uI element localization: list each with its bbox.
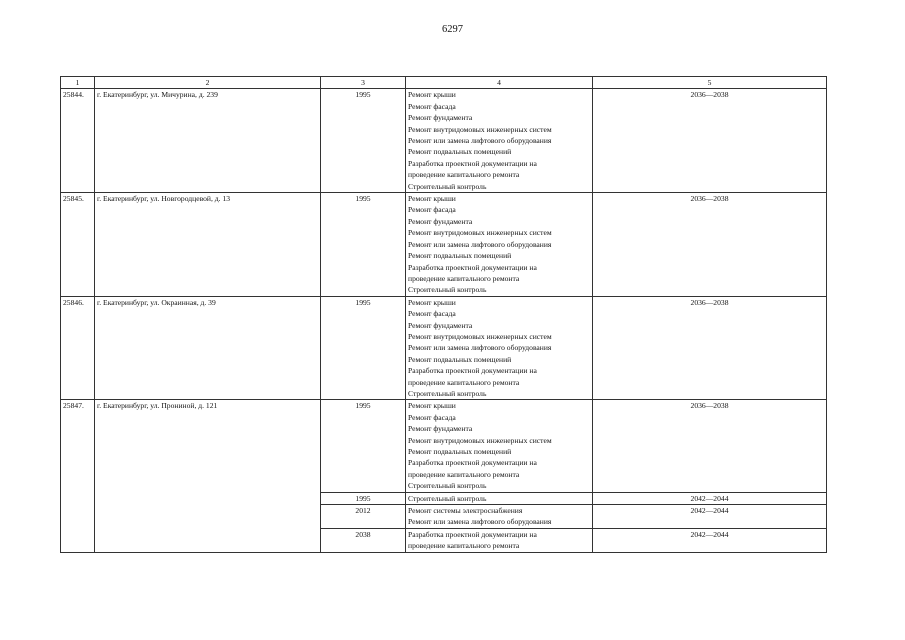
- planned-period: 2036—2038: [593, 296, 827, 400]
- work-item: проведение капитального ремонта: [408, 170, 520, 180]
- table-row: [61, 296, 827, 400]
- record-address: г. Екатеринбург, ул. Мичурина, д. 239: [95, 89, 321, 193]
- record-address: г. Екатеринбург, ул. Прониной, д. 121: [95, 400, 321, 552]
- work-item: Разработка проектной документации на: [408, 458, 537, 468]
- work-item: Ремонт или замена лифтового оборудования: [408, 136, 552, 146]
- record-number: 25845.: [61, 193, 95, 297]
- work-item: Ремонт подвальных помещений: [408, 354, 512, 364]
- column-header-1: 1: [61, 77, 95, 89]
- work-item: Ремонт системы электроснабжения: [408, 506, 523, 516]
- works-list: [406, 89, 593, 193]
- commissioning-year: 1995: [321, 296, 406, 400]
- work-item: Ремонт подвальных помещений: [408, 251, 512, 261]
- work-item: Ремонт подвальных помещений: [408, 147, 512, 157]
- column-header-4: 4: [406, 77, 593, 89]
- table-row: [61, 400, 827, 492]
- work-item: Строительный контроль: [408, 493, 487, 503]
- planned-period: 2036—2038: [593, 193, 827, 297]
- work-item: Ремонт фасада: [408, 309, 456, 319]
- record-address: г. Екатеринбург, ул. Окраинная, д. 39: [95, 296, 321, 400]
- work-item: Ремонт или замена лифтового оборудования: [408, 343, 552, 353]
- works-list: [406, 193, 593, 297]
- work-item: проведение капитального ремонта: [408, 377, 520, 387]
- work-item: Строительный контроль: [408, 285, 487, 295]
- commissioning-year: 1995: [321, 400, 406, 492]
- column-header-3: 3: [321, 77, 406, 89]
- works-list: [406, 492, 593, 504]
- work-item: Разработка проектной документации на: [408, 529, 537, 539]
- work-item: Разработка проектной документации на: [408, 366, 537, 376]
- work-item: Ремонт или замена лифтового оборудования: [408, 517, 552, 527]
- work-item: Ремонт крыши: [408, 90, 456, 100]
- planned-period: 2036—2038: [593, 400, 827, 492]
- column-header-2: 2: [95, 77, 321, 89]
- work-item: Ремонт фундамента: [408, 424, 473, 434]
- table-row: [61, 89, 827, 193]
- work-item: Строительный контроль: [408, 481, 487, 491]
- commissioning-year: 1995: [321, 89, 406, 193]
- work-item: Ремонт внутридомовых инженерных систем: [408, 331, 552, 341]
- work-item: Ремонт внутридомовых инженерных систем: [408, 228, 552, 238]
- work-item: Ремонт фасада: [408, 412, 456, 422]
- commissioning-year: 2038: [321, 528, 406, 552]
- commissioning-year: 1995: [321, 492, 406, 504]
- work-item: Ремонт крыши: [408, 297, 456, 307]
- planned-period: 2042—2044: [593, 492, 827, 504]
- work-item: Ремонт крыши: [408, 194, 456, 204]
- column-number-row: [61, 77, 827, 89]
- record-number: 25847.: [61, 400, 95, 552]
- works-list: [406, 528, 593, 552]
- work-item: Ремонт фундамента: [408, 113, 473, 123]
- column-header-5: 5: [593, 77, 827, 89]
- commissioning-year: 2012: [321, 505, 406, 529]
- work-item: Ремонт или замена лифтового оборудования: [408, 239, 552, 249]
- works-list: [406, 505, 593, 529]
- work-item: Ремонт фасада: [408, 205, 456, 215]
- record-number: 25844.: [61, 89, 95, 193]
- work-item: Разработка проектной документации на: [408, 262, 537, 272]
- commissioning-year: 1995: [321, 193, 406, 297]
- works-list: [406, 296, 593, 400]
- work-item: Ремонт фундамента: [408, 320, 473, 330]
- work-item: Ремонт подвальных помещений: [408, 447, 512, 456]
- record-number: 25846.: [61, 296, 95, 400]
- planned-period: 2042—2044: [593, 528, 827, 552]
- capital-repair-table: [60, 76, 827, 553]
- record-address: г. Екатеринбург, ул. Новгородцевой, д. 13: [95, 193, 321, 297]
- planned-period: 2036—2038: [593, 89, 827, 193]
- planned-period: 2042—2044: [593, 505, 827, 529]
- work-item: проведение капитального ремонта: [408, 541, 520, 551]
- page-number: 6297: [442, 24, 463, 35]
- work-item: Ремонт внутридомовых инженерных систем: [408, 435, 552, 445]
- work-item: Строительный контроль: [408, 388, 487, 398]
- works-list: [406, 400, 593, 492]
- work-item: проведение капитального ремонта: [408, 273, 520, 283]
- work-item: Ремонт фундамента: [408, 216, 473, 226]
- work-item: проведение капитального ремонта: [408, 469, 520, 479]
- work-item: Строительный контроль: [408, 181, 487, 191]
- work-item: Ремонт крыши: [408, 401, 456, 411]
- work-item: Ремонт фасада: [408, 101, 456, 111]
- table-body: [61, 77, 827, 553]
- table-row: [61, 193, 827, 297]
- work-item: Ремонт внутридомовых инженерных систем: [408, 124, 552, 134]
- work-item: Разработка проектной документации на: [408, 158, 537, 168]
